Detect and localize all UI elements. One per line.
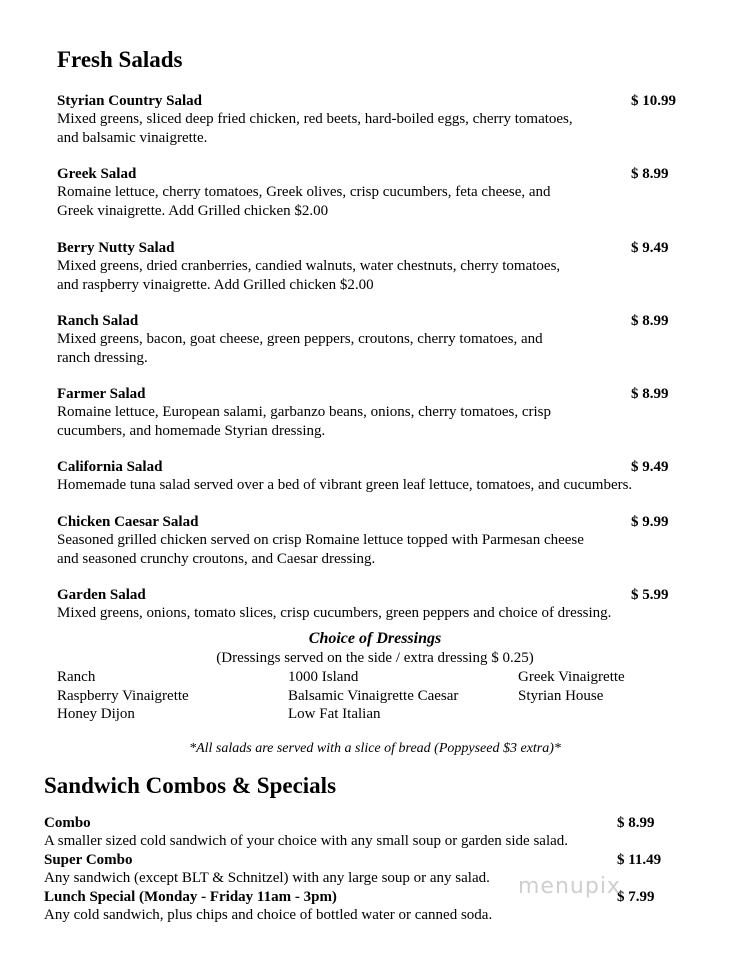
- dressings-column-3: [518, 668, 718, 705]
- salads-heading: Fresh Salads: [57, 47, 183, 72]
- item-desc-line: Seasoned grilled chicken served on crisp Romaine lettuce topped with Parmesan cheese: [57, 532, 584, 548]
- item-name: Chicken Caesar Salad: [57, 514, 199, 530]
- item-price: $ 8.99: [631, 386, 669, 402]
- menu-item: [57, 385, 687, 440]
- item-name: Greek Salad: [57, 166, 137, 182]
- item-name: Super Combo: [44, 852, 133, 868]
- dressing-option: Ranch: [57, 669, 96, 685]
- item-price: $ 8.99: [617, 815, 655, 831]
- menu-item: [57, 92, 687, 147]
- dressings-subtitle: (Dressings served on the side / extra dressing $ 0.25): [216, 650, 534, 666]
- item-desc-line: ranch dressing.: [57, 349, 148, 366]
- dressing-option: 1000 Island: [288, 669, 359, 685]
- item-price: $ 11.49: [617, 852, 662, 868]
- item-desc-line: and seasoned crunchy croutons, and Caesar dressing.: [57, 550, 376, 567]
- item-desc-line: and raspberry vinaigrette. Add Grilled chicken $2.00: [57, 276, 374, 293]
- dressing-option: Raspberry Vinaigrette: [57, 687, 189, 704]
- item-price: $ 9.49: [631, 459, 669, 475]
- item-name: California Salad: [57, 459, 163, 475]
- dressings-title: Choice of Dressings: [308, 630, 442, 647]
- dressings-column-2: [288, 668, 508, 724]
- item-desc-line: Mixed greens, dried cranberries, candied walnuts, water chestnuts, cherry tomatoes,: [57, 258, 561, 274]
- item-name: Lunch Special (Monday - Friday 11am - 3pm): [44, 889, 337, 905]
- menu-item: [44, 814, 664, 851]
- item-name: Ranch Salad: [57, 313, 139, 329]
- watermark-logo: menupix: [518, 874, 621, 899]
- item-price: $ 7.99: [617, 889, 655, 905]
- dressing-option: Low Fat Italian: [288, 706, 381, 722]
- menu-item: [57, 513, 687, 568]
- item-desc-line: Romaine lettuce, European salami, garbanzo beans, onions, cherry tomatoes, crisp: [57, 404, 552, 420]
- dressing-option: Greek Vinaigrette: [518, 669, 625, 685]
- menu-item: [57, 165, 687, 220]
- item-name: Styrian Country Salad: [57, 93, 203, 109]
- item-desc-line: Mixed greens, onions, tomato slices, crisp cucumbers, green peppers and choice of dressing.: [57, 605, 612, 621]
- dressings-column-1: [57, 668, 277, 724]
- item-desc: Any sandwich (except BLT & Schnitzel) with any large soup or any salad.: [44, 870, 490, 886]
- item-price: $ 5.99: [631, 587, 669, 603]
- item-desc-line: Greek vinaigrette. Add Grilled chicken $2.00: [57, 202, 329, 219]
- item-desc-line: Romaine lettuce, cherry tomatoes, Greek olives, crisp cucumbers, feta cheese, and: [57, 184, 551, 200]
- item-desc-line: Mixed greens, sliced deep fried chicken, red beets, hard-boiled eggs, cherry tomatoes,: [57, 111, 573, 127]
- item-desc: Any cold sandwich, plus chips and choice of bottled water or canned soda.: [44, 907, 493, 923]
- item-name: Berry Nutty Salad: [57, 240, 175, 256]
- dressing-option: Honey Dijon: [57, 706, 135, 722]
- sandwiches-heading: Sandwich Combos & Specials: [44, 773, 337, 798]
- item-price: $ 8.99: [631, 166, 669, 182]
- bread-footnote: *All salads are served with a slice of bread (Poppyseed $3 extra)*: [189, 741, 561, 756]
- item-desc: A smaller sized cold sandwich of your choice with any small soup or garden side salad.: [44, 833, 569, 849]
- item-price: $ 9.49: [631, 240, 669, 256]
- item-name: Farmer Salad: [57, 386, 146, 402]
- item-price: $ 10.99: [631, 93, 676, 109]
- menu-item: [57, 312, 687, 367]
- dressing-option: Balsamic Vinaigrette Caesar: [288, 687, 459, 704]
- item-desc-line: and balsamic vinaigrette.: [57, 129, 208, 146]
- item-desc-line: cucumbers, and homemade Styrian dressing.: [57, 422, 326, 439]
- item-desc-line: Mixed greens, bacon, goat cheese, green peppers, croutons, cherry tomatoes, and: [57, 331, 543, 347]
- item-price: $ 9.99: [631, 514, 669, 530]
- dressing-option: Styrian House: [518, 687, 604, 704]
- menu-item: [57, 239, 687, 294]
- item-desc-line: Homemade tuna salad served over a bed of vibrant green leaf lettuce, tomatoes, and cucumbers.: [57, 477, 633, 493]
- item-name: Combo: [44, 815, 91, 831]
- item-price: $ 8.99: [631, 313, 669, 329]
- item-name: Garden Salad: [57, 587, 146, 603]
